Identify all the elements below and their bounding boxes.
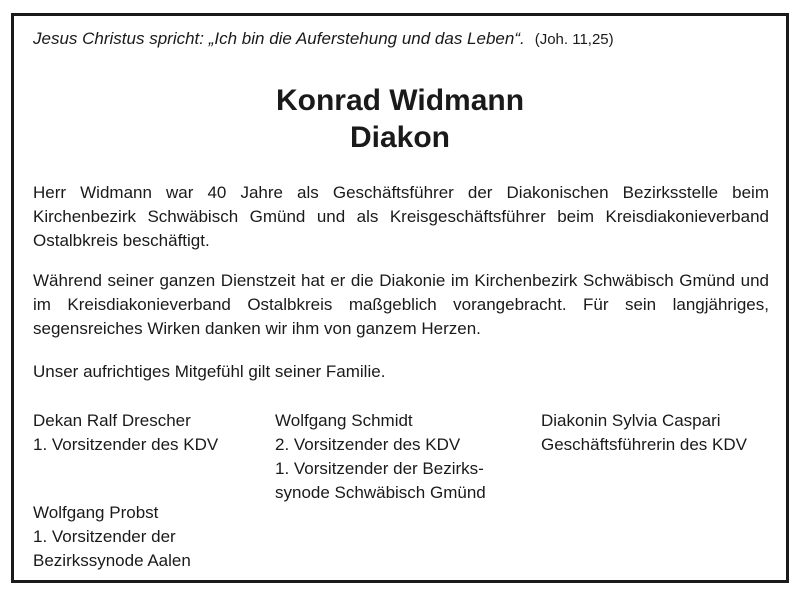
deceased-heading (14, 82, 786, 156)
paragraph-gratitude: Während seiner ganzen Dienstzeit hat er die Diakonie im Kirchenbezirk Schwäbisch Gmünd und im Kreisdiakonieverband Ostalbkreis maßgeblich vorangebracht. Für sein langjähriges, segensreiches Wirken danken wir ihm von ganzem Herzen. (33, 271, 769, 338)
deceased-title: Diakon (349, 121, 451, 154)
signatory-name: Wolfgang Probst (33, 503, 159, 522)
deceased-name: Konrad Widmann (275, 84, 525, 117)
signatory-role: 2. Vorsitzender des KDV (275, 435, 461, 454)
signatory-role: 1. Vorsitzender des KDV (33, 435, 219, 454)
quote-reference: (Joh. 11,25) (534, 31, 614, 48)
signatory-name: Dekan Ralf Drescher (33, 411, 191, 430)
obituary-frame (11, 13, 789, 583)
signatory-role: Geschäftsführerin des KDV (541, 435, 747, 454)
signatory-name: Diakonin Sylvia Caspari (541, 411, 721, 430)
paragraph-condolence: Unser aufrichtiges Mitgefühl gilt seiner Familie. (33, 362, 386, 381)
signatory-role: 1. Vorsitzender der Bezirks- (275, 459, 484, 478)
signatory-block (33, 501, 191, 573)
signatory-block (275, 409, 486, 505)
signatory-role: synode Schwäbisch Gmünd (275, 483, 486, 502)
signatory-name: Wolfgang Schmidt (275, 411, 413, 430)
quote-text: Jesus Christus spricht: „Ich bin die Auferstehung und das Leben“. (33, 29, 525, 48)
signatory-role: 1. Vorsitzender der (33, 527, 176, 546)
signatory-role: Bezirkssynode Aalen (33, 551, 191, 570)
signatory-block (33, 409, 218, 457)
bible-quote (33, 29, 614, 49)
paragraph-career: Herr Widmann war 40 Jahre als Geschäftsführer der Diakonischen Bezirksstelle beim Kirchenbezirk Schwäbisch Gmünd und als Kreisgeschäftsführer beim Kreisdiakonieverband Ostalbkreis beschäftigt. (33, 183, 769, 250)
signatory-block (541, 409, 747, 457)
